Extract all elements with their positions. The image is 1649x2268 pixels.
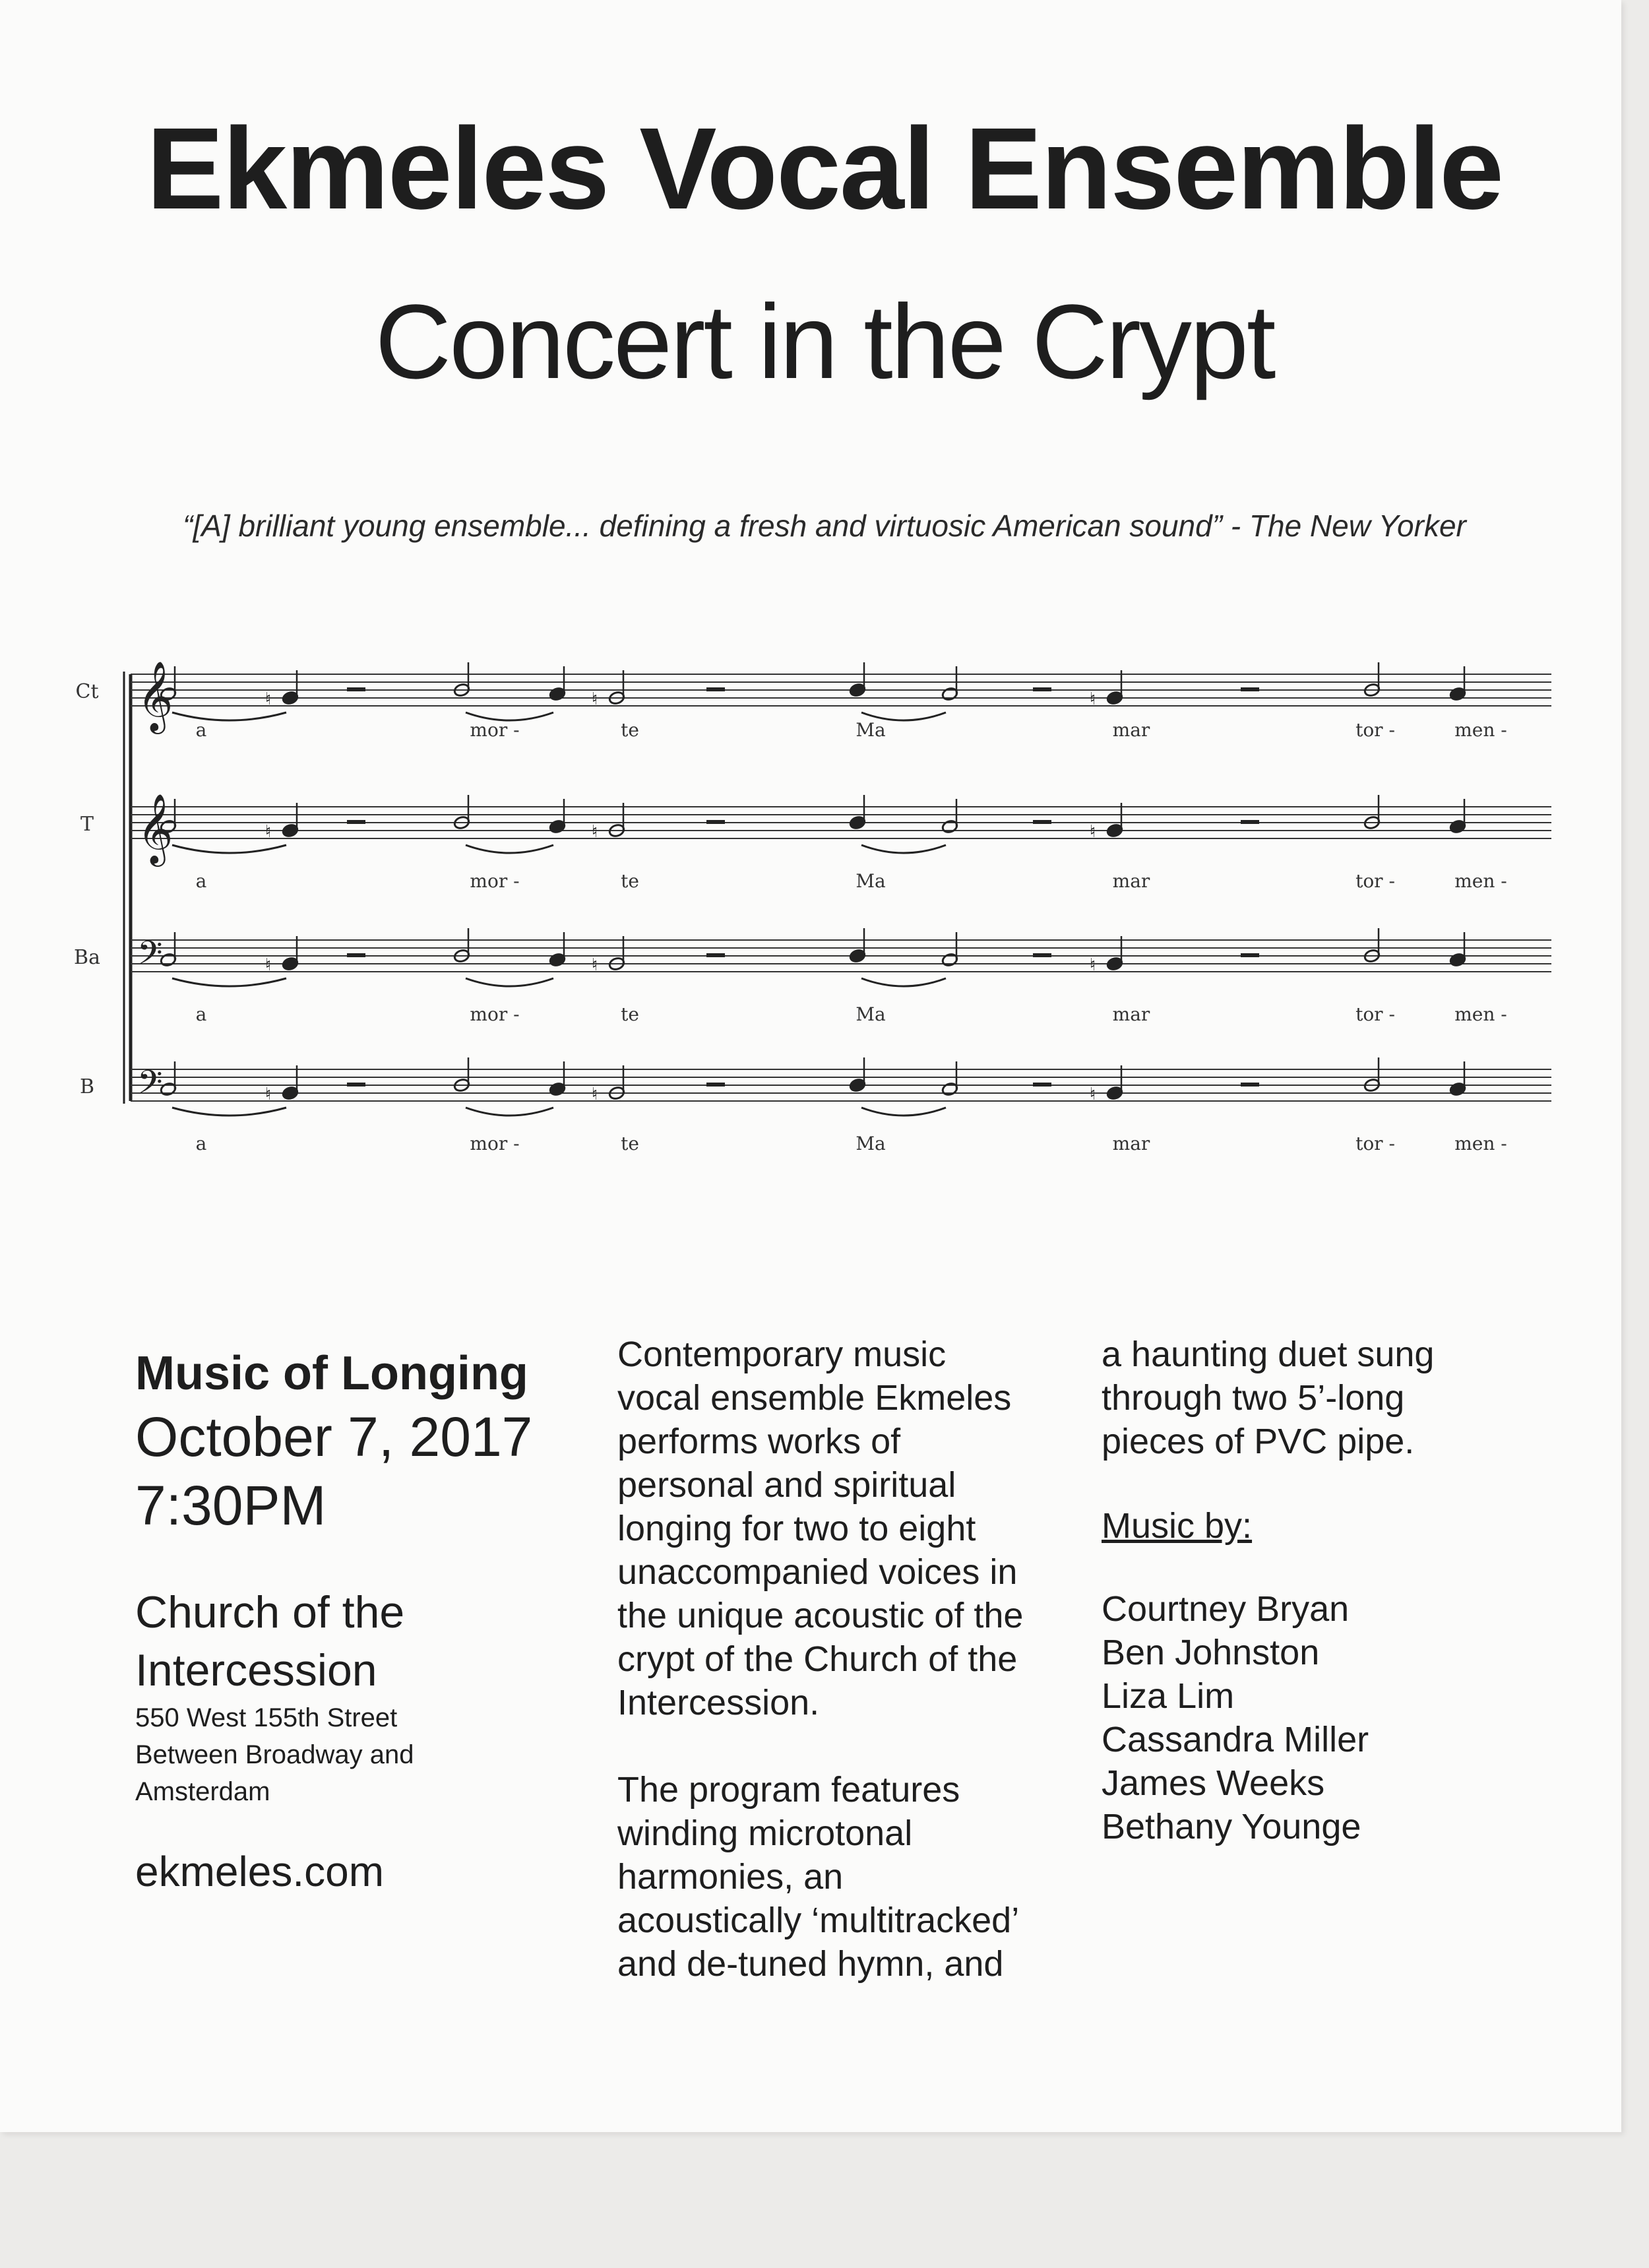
rest-icon: [706, 687, 725, 691]
lyric-syllable: mor -: [470, 1003, 520, 1025]
lyric-syllable: Ma: [856, 870, 886, 892]
lyric-syllable: tor -: [1355, 1133, 1395, 1154]
accidental-icon: ♮: [592, 1085, 598, 1104]
tie-arc: [861, 978, 946, 986]
lyric-syllable: men -: [1454, 1003, 1507, 1025]
lyric-syllable: Ma: [856, 719, 886, 741]
lyric-syllable: tor -: [1355, 719, 1395, 741]
tie-arc: [466, 845, 553, 853]
lyric-syllable: a: [195, 870, 207, 892]
accidental-icon: ♮: [265, 822, 272, 842]
lyric-syllable: tor -: [1355, 870, 1395, 892]
rest-icon: [1033, 953, 1051, 957]
lyric-syllable: tor -: [1355, 1003, 1395, 1025]
voice-label: Ba: [74, 946, 100, 969]
accidental-icon: ♮: [592, 822, 598, 842]
press-quote: “[A] brilliant young ensemble... defining a fresh and virtuosic American sound” - The New Yorker: [183, 509, 1466, 543]
composer-name: Cassandra Miller: [1102, 1720, 1369, 1759]
composer-name: Liza Lim: [1102, 1676, 1235, 1716]
program-continued: [1102, 1333, 1590, 1848]
lyric-syllable: a: [195, 719, 207, 741]
venue-address: [135, 1699, 597, 1810]
tie-arc: [861, 845, 946, 853]
rest-icon: [1033, 687, 1051, 691]
website-url: ekmeles.com: [135, 1848, 384, 1895]
program-description: [617, 1333, 1092, 1986]
voice-label: T: [80, 813, 94, 836]
lyric-syllable: mar: [1112, 719, 1150, 741]
lyric-syllable: mor -: [470, 870, 520, 892]
lyric-syllable: mor -: [470, 719, 520, 741]
tie-arc: [172, 712, 286, 720]
rest-icon: [706, 953, 725, 957]
rest-icon: [1241, 687, 1259, 691]
accidental-icon: ♮: [592, 955, 598, 975]
rest-icon: [1241, 1083, 1259, 1087]
accidental-icon: ♮: [265, 689, 272, 709]
rest-icon: [1241, 820, 1259, 824]
music-by-heading: Music by:: [1102, 1506, 1253, 1546]
address-line: Between Broadway and: [135, 1740, 414, 1769]
clef-icon: 𝄢: [137, 1063, 163, 1110]
rest-icon: [706, 820, 725, 824]
clef-icon: 𝄢: [137, 934, 163, 980]
tie-arc: [466, 978, 553, 986]
rest-icon: [347, 820, 365, 824]
voice-label: B: [79, 1075, 95, 1098]
rest-icon: [706, 1083, 725, 1087]
lyric-syllable: mar: [1112, 1003, 1150, 1025]
lyric-syllable: mar: [1112, 870, 1150, 892]
event-time: 7:30PM: [135, 1474, 327, 1536]
composer-name: Bethany Younge: [1102, 1807, 1361, 1846]
venue-line: Church of the: [135, 1587, 405, 1637]
lyric-syllable: Ma: [856, 1133, 886, 1154]
accidental-icon: ♮: [1090, 689, 1096, 709]
event-date: October 7, 2017: [135, 1406, 533, 1468]
accidental-icon: ♮: [265, 1085, 272, 1104]
tie-arc: [466, 1108, 553, 1116]
rest-icon: [1033, 820, 1051, 824]
tie-arc: [172, 845, 286, 853]
tie-arc: [172, 978, 286, 986]
voice-label: Ct: [75, 680, 99, 703]
lyric-syllable: te: [621, 719, 639, 741]
composer-name: Ben Johnston: [1102, 1633, 1320, 1672]
music-score: [0, 646, 1621, 1174]
concert-subtitle: Concert in the Crypt: [375, 282, 1274, 400]
accidental-icon: ♮: [1090, 1085, 1096, 1104]
composer-name: Courtney Bryan: [1102, 1589, 1350, 1629]
lyric-syllable: Ma: [856, 1003, 886, 1025]
venue-name: [135, 1583, 597, 1699]
lyric-syllable: men -: [1454, 870, 1507, 892]
accidental-icon: ♮: [265, 955, 272, 975]
composer-name: James Weeks: [1102, 1763, 1325, 1803]
accidental-icon: ♮: [592, 689, 598, 709]
lyric-syllable: men -: [1454, 719, 1507, 741]
event-title: Music of Longing: [135, 1347, 528, 1400]
ensemble-title: Ekmeles Vocal Ensemble: [146, 104, 1503, 234]
address-line: Amsterdam: [135, 1777, 270, 1806]
composer-list: [1102, 1587, 1590, 1848]
description-paragraph: The program features winding microtonal harmonies, an acoustically ‘multitracked’ and de-tuned hymn, and: [617, 1770, 1020, 1984]
rest-icon: [1241, 953, 1259, 957]
rest-icon: [347, 1083, 365, 1087]
lyric-syllable: te: [621, 870, 639, 892]
lyric-syllable: a: [195, 1133, 207, 1154]
description-paragraph: a haunting duet sung through two 5’-long pieces of PVC pipe.: [1102, 1335, 1435, 1461]
clef-icon: 𝄞: [137, 660, 173, 731]
lyric-syllable: men -: [1454, 1133, 1507, 1154]
tie-arc: [172, 1108, 286, 1116]
rest-icon: [347, 953, 365, 957]
tie-arc: [861, 1108, 946, 1116]
address-line: 550 West 155th Street: [135, 1703, 398, 1732]
accidental-icon: ♮: [1090, 955, 1096, 975]
rest-icon: [347, 687, 365, 691]
venue-line: Intercession: [135, 1645, 377, 1695]
accidental-icon: ♮: [1090, 822, 1096, 842]
lyric-syllable: te: [621, 1003, 639, 1025]
lyric-syllable: mor -: [470, 1133, 520, 1154]
clef-icon: 𝄞: [137, 793, 173, 864]
lyric-syllable: te: [621, 1133, 639, 1154]
event-details: [135, 1333, 597, 1896]
rest-icon: [1033, 1083, 1051, 1087]
lyric-syllable: mar: [1112, 1133, 1150, 1154]
lyric-syllable: a: [195, 1003, 207, 1025]
description-paragraph: Contemporary music vocal ensemble Ekmeles performs works of personal and spiritual longing for two to eight unaccompanied voices in the unique acoustic of the crypt of the Church of the Intercession.: [617, 1335, 1024, 1722]
